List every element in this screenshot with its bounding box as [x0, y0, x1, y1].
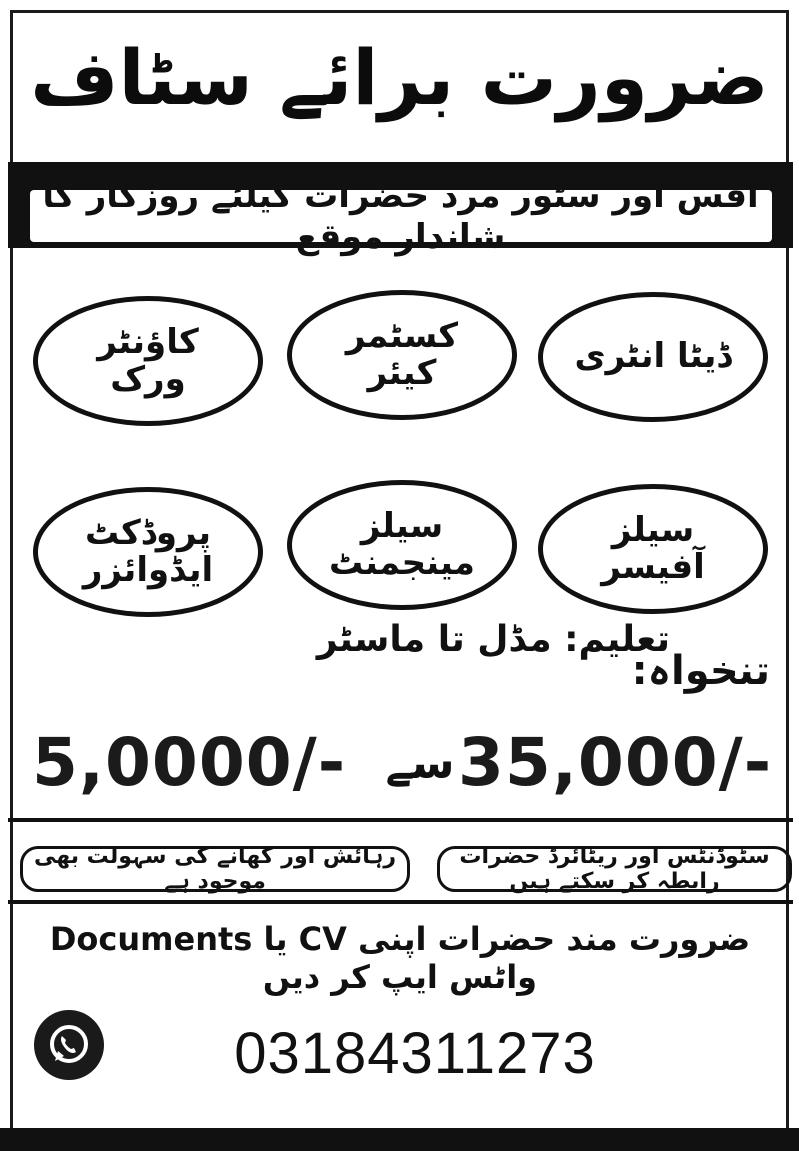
position-label: ڈیٹا انٹری — [574, 336, 732, 377]
salary-max: 5,0000/- — [32, 724, 347, 801]
salary-min: 35,000/- — [458, 724, 773, 801]
position-oval — [287, 290, 517, 420]
divider — [8, 900, 793, 904]
subtitle: آفس اور سٹور مرد حضرات کیلئے روزگار کا شاندار موقع — [42, 176, 759, 257]
note-box-students: سٹوڈنٹس اور ریٹائرڈ حضرات رابطہ کر سکتے ہیں — [437, 846, 792, 892]
salary-label: تنخواہ: — [631, 648, 770, 694]
position-label: سیلز مینجمنٹ — [329, 505, 475, 583]
whatsapp-icon — [34, 1010, 104, 1080]
divider — [8, 818, 793, 822]
position-label: سیلز آفیسر — [601, 509, 705, 587]
poster-title: ضرورت برائے سٹاف — [30, 33, 769, 122]
phone-number: 03184311273 — [234, 1021, 596, 1086]
position-oval — [33, 487, 263, 617]
bottom-band — [0, 1128, 799, 1151]
salary-connector: سے — [385, 738, 455, 789]
education-requirement: تعلیم: مڈل تا ماسٹر — [316, 619, 670, 660]
note-box-accommodation: رہائش اور کھانے کی سہولت بھی موجود ہے — [20, 846, 410, 892]
position-oval — [287, 480, 517, 610]
position-label: کاؤنٹر ورک — [97, 321, 199, 399]
position-oval — [538, 292, 768, 422]
call-to-action: ضرورت مند حضرات اپنی CV یا Documents واٹس ایپ کر دیں — [49, 920, 751, 997]
position-label: پروڈکٹ ایڈوائزر — [82, 512, 214, 590]
position-oval — [538, 484, 768, 614]
position-oval — [33, 296, 263, 426]
position-label: کسٹمر کیئر — [345, 315, 459, 393]
